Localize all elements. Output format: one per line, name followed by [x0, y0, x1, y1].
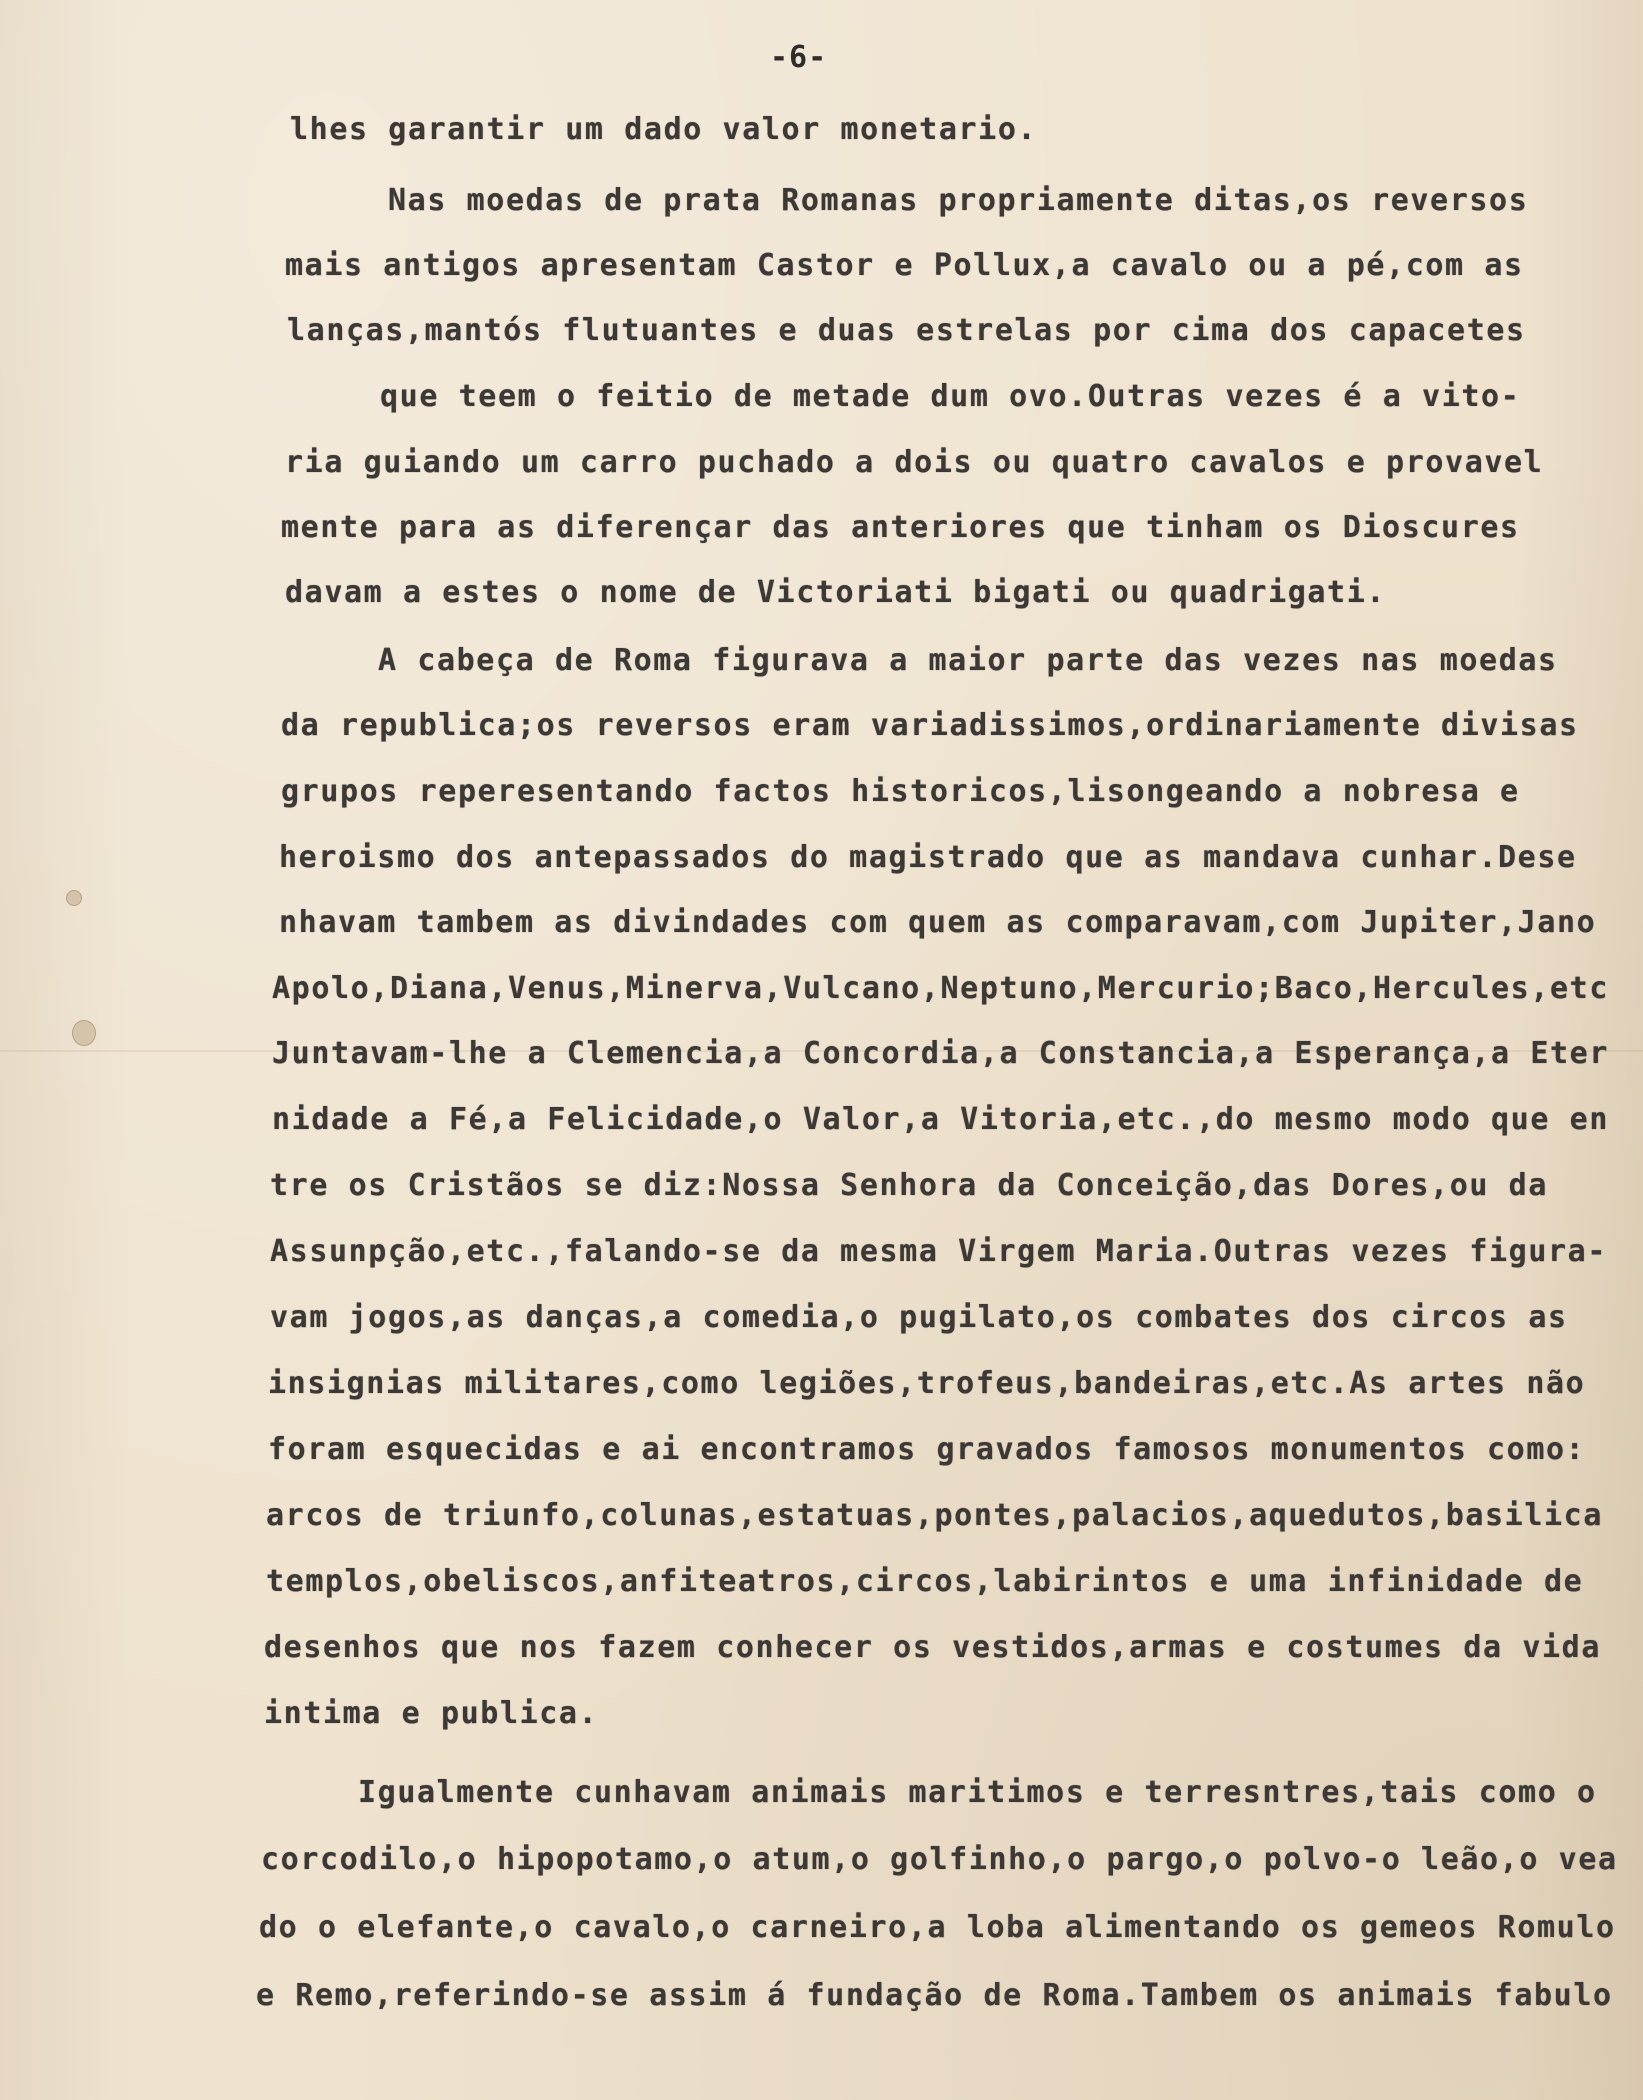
text-line: tre os Cristãos se diz:Nossa Senhora da Conceição,das Dores,ou da — [270, 1168, 1548, 1203]
text-line: insignias militares,como legiões,trofeus,bandeiras,etc.As artes não — [268, 1366, 1586, 1401]
text-line: arcos de triunfo,colunas,estatuas,pontes,palacios,aquedutos,basilica — [266, 1498, 1603, 1533]
punch-mark — [66, 890, 82, 906]
text-line: da republica;os reversos eram variadissimos,ordinariamente divisas — [281, 708, 1579, 743]
text-line: Igualmente cunhavam animais maritimos e terresntres,tais como o — [358, 1775, 1597, 1810]
text-line: corcodilo,o hipopotamo,o atum,o golfinho,o pargo,o polvo-o leão,o vea — [261, 1842, 1618, 1877]
text-line: heroismo dos antepassados do magistrado que as mandava cunhar.Dese — [279, 840, 1577, 875]
text-line: lhes garantir um dado valor monetario. — [290, 112, 1038, 147]
text-line: templos,obeliscos,anfiteatros,circos,labirintos e uma infinidade de — [266, 1564, 1584, 1599]
text-line: vam jogos,as danças,a comedia,o pugilato,os combates dos circos as — [270, 1300, 1568, 1335]
text-line: Apolo,Diana,Venus,Minerva,Vulcano,Neptuno,Mercurio;Baco,Hercules,etc — [272, 971, 1609, 1006]
text-line: nidade a Fé,a Felicidade,o Valor,a Vitoria,etc.,do mesmo modo que en — [272, 1102, 1609, 1137]
text-line: grupos reperesentando factos historicos,lisongeando a nobresa e — [281, 774, 1520, 809]
text-line: ria guiando um carro puchado a dois ou quatro cavalos e provavel — [285, 445, 1544, 480]
text-line: que teem o feitio de metade dum ovo.Outras vezes é a vito- — [380, 379, 1521, 414]
text-line: nhavam tambem as divindades com quem as comparavam,com Jupiter,Jano — [279, 905, 1597, 940]
text-line: Juntavam-lhe a Clemencia,a Concordia,a Constancia,a Esperança,a Eter — [272, 1036, 1609, 1071]
text-line: e Remo,referindo-se assim á fundação de Roma.Tambem os animais fabulo — [256, 1978, 1613, 2013]
text-line: Assunpção,etc.,falando-se da mesma Virgem Maria.Outras vezes figura- — [270, 1234, 1607, 1269]
text-line: mais antigos apresentam Castor e Pollux,a cavalo ou a pé,com as — [285, 248, 1524, 283]
text-line: intima e publica. — [264, 1696, 599, 1731]
text-line: desenhos que nos fazem conhecer os vestidos,armas e costumes da vida — [264, 1630, 1601, 1665]
text-line: do o elefante,o cavalo,o carneiro,a loba alimentando os gemeos Romulo — [259, 1910, 1616, 1945]
text-line: foram esquecidas e ai encontramos gravados famosos monumentos como: — [268, 1432, 1586, 1467]
page-number: -6- — [770, 40, 828, 75]
text-line: A cabeça de Roma figurava a maior parte das vezes nas moedas — [378, 643, 1558, 678]
text-line: lanças,mantós flutuantes e duas estrelas por cima dos capacetes — [287, 313, 1526, 348]
text-line: mente para as diferençar das anteriores que tinham os Dioscures — [281, 510, 1520, 545]
punch-mark — [72, 1020, 96, 1046]
text-line: davam a estes o nome de Victoriati bigati ou quadrigati. — [285, 575, 1387, 610]
text-line: Nas moedas de prata Romanas propriamente ditas,os reversos — [388, 183, 1529, 218]
